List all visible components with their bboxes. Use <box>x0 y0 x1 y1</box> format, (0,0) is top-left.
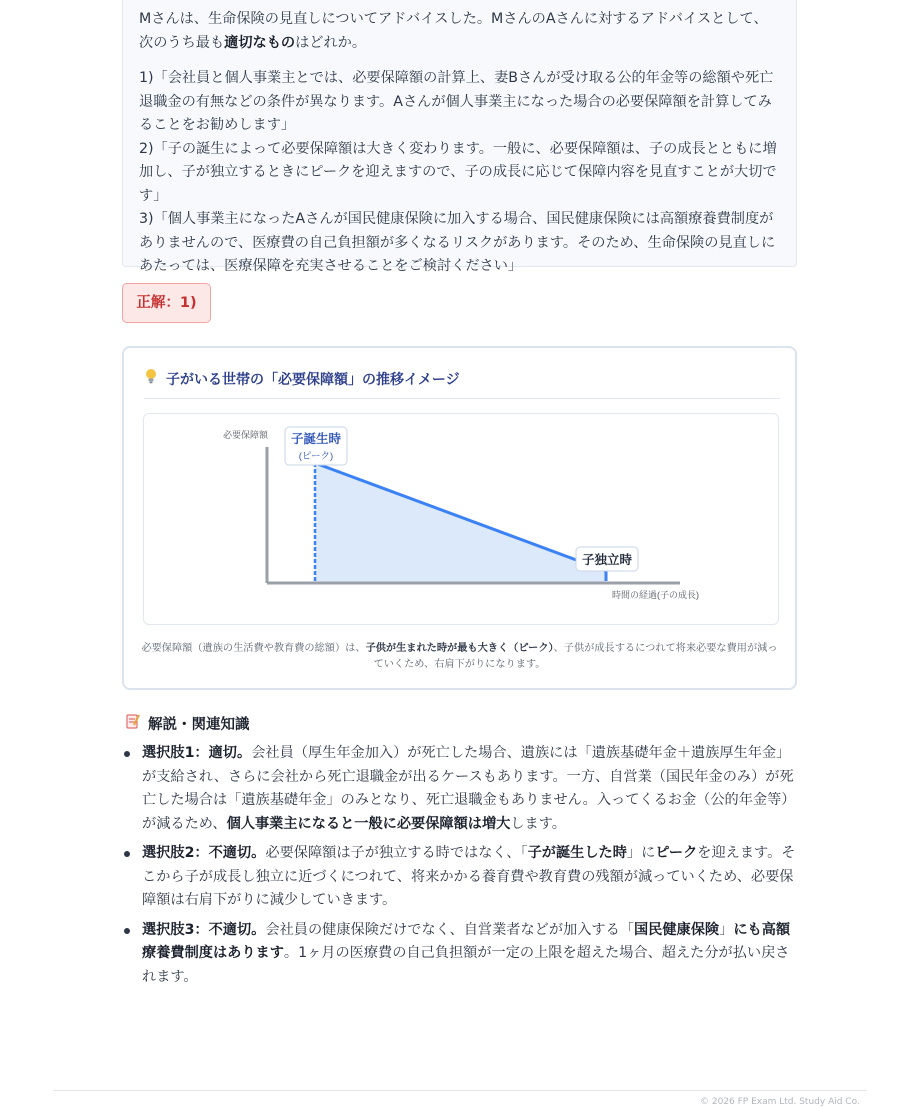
explanation-item-1 <box>122 742 802 836</box>
chart-svg <box>144 414 780 626</box>
explanation-lead: 選択肢1：適切。 <box>142 745 252 761</box>
explanation-emphasis: にも高額療養費制度はあります <box>142 921 791 961</box>
figure-caption-emphasis: 子供が生まれた時が最も大きく（ピーク） <box>365 643 554 654</box>
chart-annotation-peak-sublabel: (ピーク) <box>298 451 334 462</box>
question-option-3: 3)「個人事業主になったAさんが国民健康保険に加入する場合、国民健康保険には高額療養費制度がありませんので、医療費の自己負担額が多くなるリスクがあります。そのため、生命保険の見直しにあたっては、医療保障を充実させることをご検討ください」 <box>139 211 776 274</box>
explanation-heading <box>126 713 250 737</box>
explanation-text: 必要保障額は子が独立する時ではなく、「 <box>265 845 528 861</box>
question-stem-emphasis: 適切なもの <box>224 34 296 51</box>
explanation-emphasis: ピーク <box>655 845 698 861</box>
explanation-text: します。 <box>510 815 566 832</box>
explanation-list <box>122 742 802 995</box>
explanation-item-3 <box>122 919 802 990</box>
question-option-1: 1)「会社員と個人事業主とでは、必要保障額の計算上、妻Bさんが受け取る公的年金等の総額や死亡退職金の有無などの条件が異なります。Aさんが個人事業主になった場合の必要保障額を計算してみることをお勧めします」 <box>139 70 774 133</box>
chart-x-label: 時間の経過(子の成長) <box>612 590 699 600</box>
explanation-text: 会社員の健康保険だけでなく、自営業者などが加入する「 <box>265 921 634 938</box>
footer-divider <box>53 1090 867 1091</box>
explanation-emphasis: 国民健康保険 <box>633 921 720 938</box>
explanation-heading-text: 解説・関連知識 <box>148 717 250 733</box>
question-stem-text: Mさんは、生命保険の見直しについてアドバイスした。MさんのAさんに対するアドバイスとして、次のうち最も <box>139 11 768 51</box>
explanation-emphasis: 個人事業主になると一般に必要保障額は増大 <box>226 815 511 832</box>
figure-title-text: 子がいる世帯の「必要保障額」の推移イメージ <box>166 372 460 388</box>
explanation-lead: 選択肢2：不適切。 <box>142 845 266 861</box>
bullet-icon <box>124 751 130 757</box>
chart-frame <box>143 413 779 625</box>
lightbulb-icon <box>144 368 166 390</box>
question-option-2: 2)「子の誕生によって必要保障額は大きく変わります。一般に、必要保障額は、子の成長とともに増加し、子が独立するときにピークを迎えますので、子の成長に応じて保障内容を見直すことが大切です」 <box>139 140 777 204</box>
chart-annotation-peak-label: 子誕生時 <box>290 432 342 446</box>
explanation-item-2 <box>122 842 802 913</box>
bullet-icon <box>124 851 130 857</box>
explanation-text: 」 <box>719 921 734 938</box>
explanation-text: 」に <box>626 845 656 861</box>
chart-annotation-end-label: 子独立時 <box>581 553 633 567</box>
answer-badge: 正解：1) <box>122 283 211 323</box>
footer-copyright: © 2026 FP Exam Ltd. Study Aid Co. <box>700 1097 860 1107</box>
question-box <box>122 0 797 274</box>
bullet-icon <box>124 928 130 934</box>
chart-y-label: 必要保障額 <box>223 430 269 440</box>
question-stem <box>139 8 780 55</box>
figure-card <box>122 346 797 690</box>
figure-caption-end: 、子供が成長するにつれて将来必要な費用が減っていくため、右肩下がりになります。 <box>373 643 778 670</box>
figure-caption <box>138 641 781 673</box>
explanation-text: を迎えます。そこから子が成長し独立に近づくにつれて、将来かかる養育費や教育費の残額が減っていくため、必要保障額は右肩下がりに減少していきます。 <box>142 845 796 908</box>
explanation-emphasis: 子が誕生した時 <box>527 845 627 861</box>
explanation-text: 。1ヶ月の医療費の自己負担額が一定の上限を超えた場合、超えた分が払い戻されます。 <box>142 945 790 985</box>
explanation-text: 会社員（厚生年金加入）が死亡した場合、遺族には「遺族基礎年金＋遺族厚生年金」が支給され、さらに会社から死亡退職金が出るケースもあります。一方、自営業（国民年金のみ）が死亡した場合は「遺族基礎年金」のみとなり、死亡退職金もありません。入ってくるお金（公的年金等）が減るため、 <box>142 745 796 832</box>
explanation-lead: 選択肢3：不適切。 <box>142 921 266 938</box>
chart-area-fill <box>315 463 606 583</box>
question-stem-end: はどれか。 <box>295 34 367 51</box>
figure-caption-text: 必要保障額（遺族の生活費や教育費の総額）は、 <box>141 643 366 654</box>
figure-title <box>144 368 780 399</box>
memo-icon <box>126 713 148 737</box>
